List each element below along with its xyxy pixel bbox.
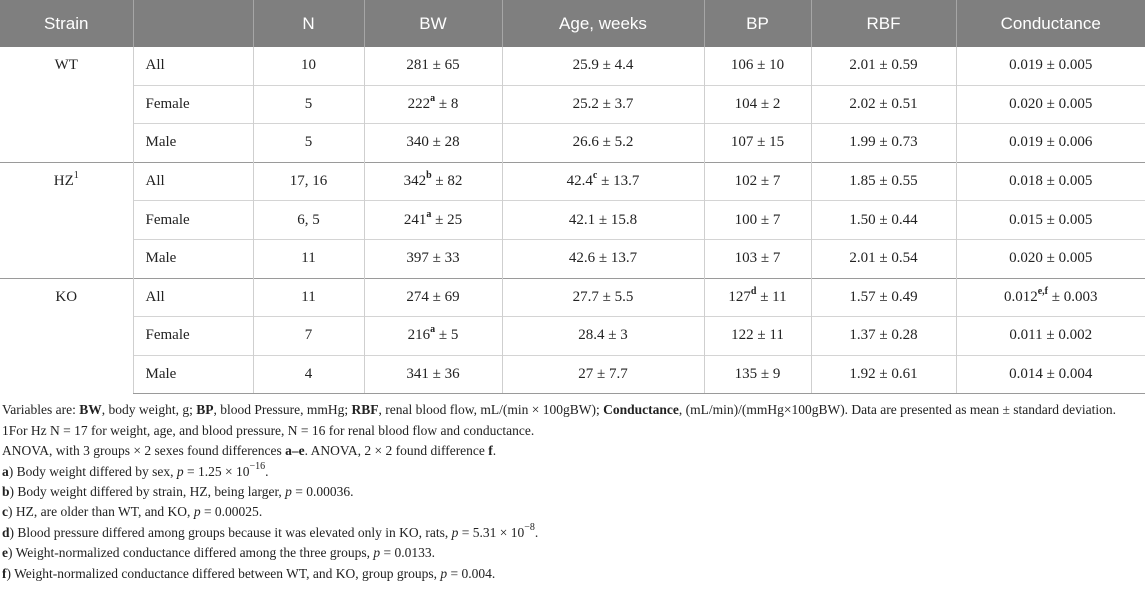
cell-age: [502, 278, 704, 317]
cell-rbf: 1.92 ± 0.61: [811, 355, 956, 394]
footnote-letter: a: [2, 463, 9, 479]
cell-bw-value: 274 ± 69: [406, 288, 460, 305]
cell-bp-value: 106 ± 10: [730, 57, 785, 74]
cell-age-value: 42.6 ± 13.7: [568, 250, 638, 267]
cell-bw-value: 241: [403, 211, 427, 228]
cell-conductance-value: 0.015 ± 0.005: [1009, 211, 1093, 228]
footnote-item-text: ) Weight-normalized conductance differed between WT, and KO, group groups,: [6, 565, 441, 581]
cell-rbf: 1.37 ± 0.28: [811, 317, 956, 356]
footnote-letter: f: [2, 565, 7, 581]
cell-bw: [364, 201, 502, 240]
footnote-item-text: ) Blood pressure differed among groups because it was elevated only in KO, rats,: [9, 524, 452, 540]
table-row: [0, 355, 1145, 394]
cell-sex: All: [133, 162, 253, 201]
cell-age-value: 27.7 ± 5.5: [572, 288, 634, 305]
cell-age: [502, 162, 704, 201]
cell-age-value: 42.1 ± 15.8: [568, 211, 638, 228]
cell-bp: [704, 162, 811, 201]
footnote-item: [2, 523, 1143, 543]
cell-bw-value: 341 ± 36: [406, 366, 460, 383]
cell-bp: [704, 85, 811, 124]
cell-conductance-sd: ± 0.003: [1048, 288, 1098, 305]
footnote-letter: e: [2, 545, 8, 561]
cell-sex: Female: [133, 317, 253, 356]
cell-n: 17, 16: [253, 162, 364, 201]
footnote-text-run: BW: [79, 402, 102, 418]
footnote-text-run: .: [492, 443, 497, 459]
footnote-letter: d: [2, 524, 10, 540]
footnote-item-end: .: [431, 545, 436, 561]
footnote-text-run: . ANOVA, 2 × 2 found difference: [304, 443, 489, 459]
footnote-item-end: .: [534, 524, 539, 540]
cell-bw: [364, 317, 502, 356]
cell-bw-sd: ± 25: [431, 211, 463, 228]
footnote-text-run: , body weight, g;: [101, 402, 197, 418]
footnote-p-value: p = 1.25 × 10: [176, 463, 250, 479]
footnote-text-run: , blood Pressure, mmHg;: [213, 402, 352, 418]
cell-bw-value: 397 ± 33: [406, 250, 460, 267]
cell-sex: All: [133, 47, 253, 85]
cell-conductance: [956, 278, 1145, 317]
cell-n: 5: [253, 85, 364, 124]
cell-sex: Female: [133, 85, 253, 124]
cell-rbf: 1.85 ± 0.55: [811, 162, 956, 201]
footnote-anova: [2, 441, 1143, 461]
cell-strain: [0, 47, 133, 162]
footnote-p-value: p = 0.00025: [193, 504, 259, 520]
cell-bp: [704, 317, 811, 356]
footnote-text-run: BP: [196, 402, 214, 418]
cell-age-value: 26.6 ± 5.2: [572, 134, 634, 151]
cell-bp-value: 122 ± 11: [731, 327, 784, 344]
cell-bp: [704, 124, 811, 163]
cell-rbf: 2.01 ± 0.54: [811, 239, 956, 278]
cell-age-value: 27 ± 7.7: [578, 366, 628, 383]
cell-bp: [704, 355, 811, 394]
footnote-p-value: p = 5.31 × 10: [451, 524, 525, 540]
footnote-item: [2, 502, 1143, 522]
table-row: [0, 47, 1145, 85]
footnote-item: [2, 564, 1143, 584]
cell-n: 11: [253, 278, 364, 317]
cell-bp-footnote-marker: d: [750, 285, 757, 297]
cell-n: 4: [253, 355, 364, 394]
cell-strain: [0, 162, 133, 278]
footnote-item-text: ) HZ, are older than WT, and KO,: [8, 504, 194, 520]
strain-label: KO: [55, 288, 78, 305]
cell-bw-value: 340 ± 28: [406, 134, 460, 151]
footnote-item: [2, 543, 1143, 563]
header-strain: Strain: [0, 0, 133, 47]
cell-age-value: 25.2 ± 3.7: [572, 95, 634, 112]
cell-conductance: [956, 317, 1145, 356]
cell-bw-value: 216: [407, 327, 431, 344]
cell-rbf: 2.01 ± 0.59: [811, 47, 956, 85]
footnote-item: [2, 482, 1143, 502]
cell-bp-value: 103 ± 7: [734, 250, 781, 267]
cell-bp: [704, 201, 811, 240]
table-row: [0, 239, 1145, 278]
cell-age: [502, 317, 704, 356]
cell-bw-sd: ± 5: [435, 327, 459, 344]
footnote-text-run: RBF: [351, 402, 379, 418]
cell-conductance: [956, 355, 1145, 394]
cell-conductance-value: 0.011 ± 0.002: [1009, 327, 1093, 344]
strain-footnote-marker: 1: [73, 169, 79, 181]
cell-bw: [364, 47, 502, 85]
cell-conductance-value: 0.020 ± 0.005: [1009, 95, 1093, 112]
footnote-hz: 1For Hz N = 17 for weight, age, and blood pressure, N = 16 for renal blood flow and conductance.: [2, 422, 535, 438]
header-bw: BW: [364, 0, 502, 47]
cell-conductance: [956, 124, 1145, 163]
cell-bw: [364, 162, 502, 201]
cell-bp: [704, 239, 811, 278]
cell-bw: [364, 278, 502, 317]
cell-n: 5: [253, 124, 364, 163]
table-body: [0, 47, 1145, 394]
cell-conductance: [956, 47, 1145, 85]
cell-sex: Male: [133, 239, 253, 278]
cell-age: [502, 124, 704, 163]
cell-conductance: [956, 162, 1145, 201]
footnote-item-end: .: [258, 504, 263, 520]
cell-age-footnote-marker: c: [592, 170, 598, 182]
footnote-text-run: Variables are:: [2, 402, 80, 418]
footnote-letter: c: [2, 504, 8, 520]
footnote-p-value: p = 0.004: [440, 565, 492, 581]
cell-bp: [704, 278, 811, 317]
cell-conductance-value: 0.019 ± 0.006: [1009, 134, 1093, 151]
footnote-text-run: , (mL/min)/(mmHg×100gBW). Data are presented as mean ± standard deviation.: [678, 402, 1116, 418]
cell-conductance-value: 0.018 ± 0.005: [1009, 173, 1093, 190]
footnote-text-run: ANOVA, with 3 groups × 2 sexes found differences: [2, 443, 286, 459]
cell-age: [502, 355, 704, 394]
cell-bw: [364, 355, 502, 394]
header-conductance: Conductance: [956, 0, 1145, 47]
cell-rbf: 1.57 ± 0.49: [811, 278, 956, 317]
header-sex: [133, 0, 253, 47]
header-rbf: RBF: [811, 0, 956, 47]
cell-age: [502, 47, 704, 85]
footnote-item-end: .: [265, 463, 269, 479]
cell-conductance: [956, 85, 1145, 124]
footnote-text-run: f: [488, 443, 493, 459]
cell-bp-sd: ± 11: [756, 288, 787, 305]
footnote-p-value: p = 0.00036: [285, 483, 351, 499]
cell-bw-value: 281 ± 65: [406, 57, 460, 74]
cell-conductance: [956, 201, 1145, 240]
cell-age: [502, 239, 704, 278]
cell-n: 7: [253, 317, 364, 356]
cell-conductance-footnote-marker: e,f: [1037, 285, 1049, 297]
cell-age-value: 42.4: [566, 173, 593, 190]
footnote-item-end: .: [491, 565, 496, 581]
cell-bw: [364, 239, 502, 278]
strain-label: HZ: [53, 172, 74, 189]
table-row: [0, 278, 1145, 317]
footnote-text-run: , renal blood flow, mL/(min × 100gBW);: [378, 402, 604, 418]
cell-bp-value: 104 ± 2: [734, 95, 781, 112]
footnote-item-text: ) Body weight differed by sex,: [8, 463, 177, 479]
cell-age-value: 28.4 ± 3: [578, 327, 628, 344]
cell-bw-footnote-marker: b: [426, 170, 432, 182]
cell-bp-value: 102 ± 7: [734, 173, 781, 190]
cell-bw-sd: ± 82: [431, 173, 463, 190]
cell-bp-value: 127: [728, 288, 751, 305]
cell-strain: [0, 278, 133, 394]
cell-conductance-value: 0.019 ± 0.005: [1009, 57, 1093, 74]
footnote-items: [2, 462, 1143, 584]
footnote-exponent: −16: [249, 461, 266, 473]
header-row: [0, 0, 1145, 47]
cell-conductance-value: 0.014 ± 0.004: [1009, 366, 1093, 383]
footnote-item-end: .: [350, 483, 354, 499]
cell-bw-footnote-marker: a: [430, 324, 436, 336]
cell-conductance: [956, 239, 1145, 278]
table-row: [0, 317, 1145, 356]
footnote-text-run: a–e: [285, 443, 305, 459]
cell-age-value: 25.9 ± 4.4: [572, 57, 634, 74]
cell-bw: [364, 124, 502, 163]
header-age: Age, weeks: [502, 0, 704, 47]
header-n: N: [253, 0, 364, 47]
cell-bp-value: 107 ± 15: [730, 134, 785, 151]
cell-bw-footnote-marker: a: [426, 208, 432, 220]
cell-bp: [704, 47, 811, 85]
cell-bp-value: 100 ± 7: [734, 211, 781, 228]
cell-bw: [364, 85, 502, 124]
cell-n: 6, 5: [253, 201, 364, 240]
cell-age: [502, 201, 704, 240]
footnote-variables: [2, 400, 1143, 420]
footnote-item: [2, 462, 1143, 482]
cell-conductance-value: 0.012: [1003, 288, 1038, 305]
footnote-exponent: −8: [524, 522, 535, 534]
table-row: [0, 124, 1145, 163]
cell-n: 11: [253, 239, 364, 278]
cell-rbf: 2.02 ± 0.51: [811, 85, 956, 124]
cell-bw-sd: ± 8: [435, 95, 459, 112]
footnote-item-text: ) Weight-normalized conductance differed among the three groups,: [8, 545, 374, 561]
strain-label: WT: [54, 57, 78, 73]
cell-sex: Male: [133, 124, 253, 163]
table-row: [0, 201, 1145, 240]
cell-bp-value: 135 ± 9: [734, 366, 781, 383]
cell-rbf: 1.50 ± 0.44: [811, 201, 956, 240]
header-bp: BP: [704, 0, 811, 47]
cell-bw-footnote-marker: a: [430, 92, 436, 104]
footnote-text-run: Conductance: [603, 402, 679, 418]
cell-sex: Female: [133, 201, 253, 240]
footnote-letter: b: [2, 483, 10, 499]
cell-rbf: 1.99 ± 0.73: [811, 124, 956, 163]
cell-age: [502, 85, 704, 124]
cell-bw-value: 342: [403, 173, 427, 190]
cell-n: 10: [253, 47, 364, 85]
cell-conductance-value: 0.020 ± 0.005: [1009, 250, 1093, 267]
table-footnotes: [0, 394, 1145, 584]
cell-sex: All: [133, 278, 253, 317]
table-row: [0, 85, 1145, 124]
cell-age-sd: ± 13.7: [597, 173, 640, 190]
footnote-p-value: p = 0.0133: [373, 545, 432, 561]
table-row: [0, 162, 1145, 201]
footnote-item-text: ) Body weight differed by strain, HZ, being larger,: [9, 483, 286, 499]
cell-bw-value: 222: [407, 95, 431, 112]
cell-sex: Male: [133, 355, 253, 394]
